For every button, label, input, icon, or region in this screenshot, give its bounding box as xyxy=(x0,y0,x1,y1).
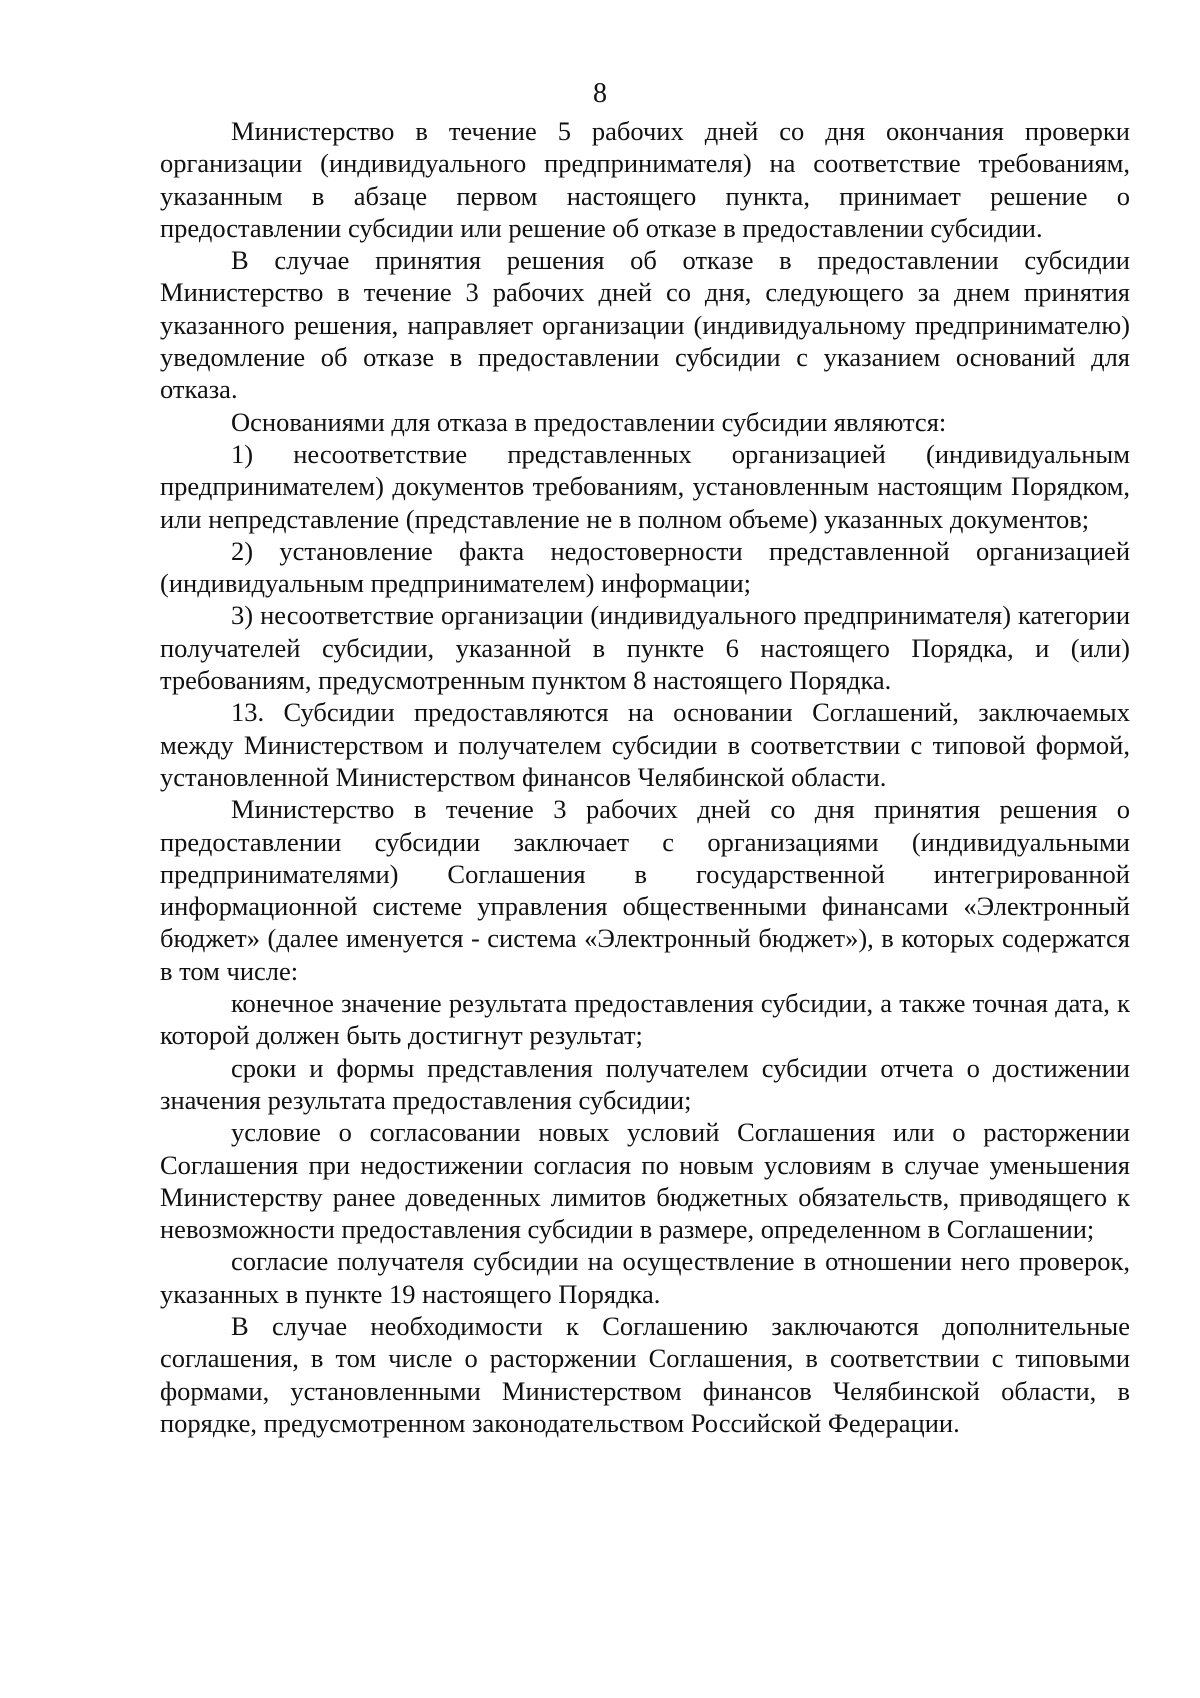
paragraph-clause-13: 13. Субсидии предоставляются на основании Соглашений, заключаемых между Министерством и получателем субсидии в соответствии с типовой формой, установленной Министерством финансов Челябинской области. xyxy=(160,697,1130,792)
paragraph-additional-agreements: В случае необходимости к Соглашению заключаются дополнительные соглашения, в том числе о расторжении Соглашения, в соответствии с типовыми формами, установленными Министерством финансов Челябинской области, в порядке, предусмотренном законодательством Российской Федерации. xyxy=(160,1310,1130,1438)
list-item-ground-2: 2) установление факта недостоверности представленной организацией (индивидуальным предпринимателем) информации; xyxy=(160,535,1130,599)
page-number: 8 xyxy=(593,78,607,109)
list-item-ground-1: 1) несоответствие представленных организацией (индивидуальным предпринимателем) документов требованиям, установленным настоящим Порядком, или непредставление (представление не в полном объеме) указанных документов; xyxy=(160,438,1130,534)
paragraph-refusal-notice: В случае принятия решения об отказе в предоставлении субсидии Министерство в течение 3 рабочих дней со дня, следующего за днем принятия указанного решения, направляет организации (индивидуальному предпринимателю) уведомление об отказе в предоставлении субсидии с указанием оснований для отказа. xyxy=(160,245,1130,405)
list-item-report-terms: сроки и формы представления получателем субсидии отчета о достижении значения результата предоставления субсидии; xyxy=(160,1052,1130,1115)
list-item-new-conditions: условие о согласовании новых условий Соглашения или о расторжении Соглашения при недостижении согласия по новым условиям в случае уменьшения Министерству ранее доведенных лимитов бюджетных обязательств, приводящего к невозможности предоставления субсидии в размере, определенном в Соглашении; xyxy=(160,1117,1130,1245)
paragraph-decision: Министерство в течение 5 рабочих дней со дня окончания проверки организации (индивидуального предпринимателя) на соответствие требованиям, указанным в абзаце первом настоящего пункта, принимает решение о предоставлении субсидии или решение об отказе в предоставлении субсидии. xyxy=(160,116,1130,243)
document-body xyxy=(160,115,1130,1439)
list-item-ground-3: 3) несоответствие организации (индивидуального предпринимателя) категории получателей субсидии, указанной в пункте 6 настоящего Порядка, и (или) требованиям, предусмотренным пунктом 8 настоящего Порядка. xyxy=(160,600,1130,696)
paragraph-agreement-conclusion: Министерство в течение 3 рабочих дней со дня принятия решения о предоставлении субсидии заключает с организациями (индивидуальными предпринимателями) Соглашения в государственной интегрированной информационной системе управления общественными финансами «Электронный бюджет» (далее именуется - система «Электронный бюджет»), в которых содержатся в том числе: xyxy=(160,794,1130,986)
list-item-result-value: конечное значение результата предоставления субсидии, а также точная дата, к которой должен быть достигнут результат; xyxy=(160,988,1130,1051)
paragraph-refusal-grounds-intro: Основаниями для отказа в предоставлении субсидии являются: xyxy=(231,406,947,437)
list-item-consent-inspections: согласие получателя субсидии на осуществление в отношении него проверок, указанных в пункте 19 настоящего Порядка. xyxy=(160,1246,1130,1309)
